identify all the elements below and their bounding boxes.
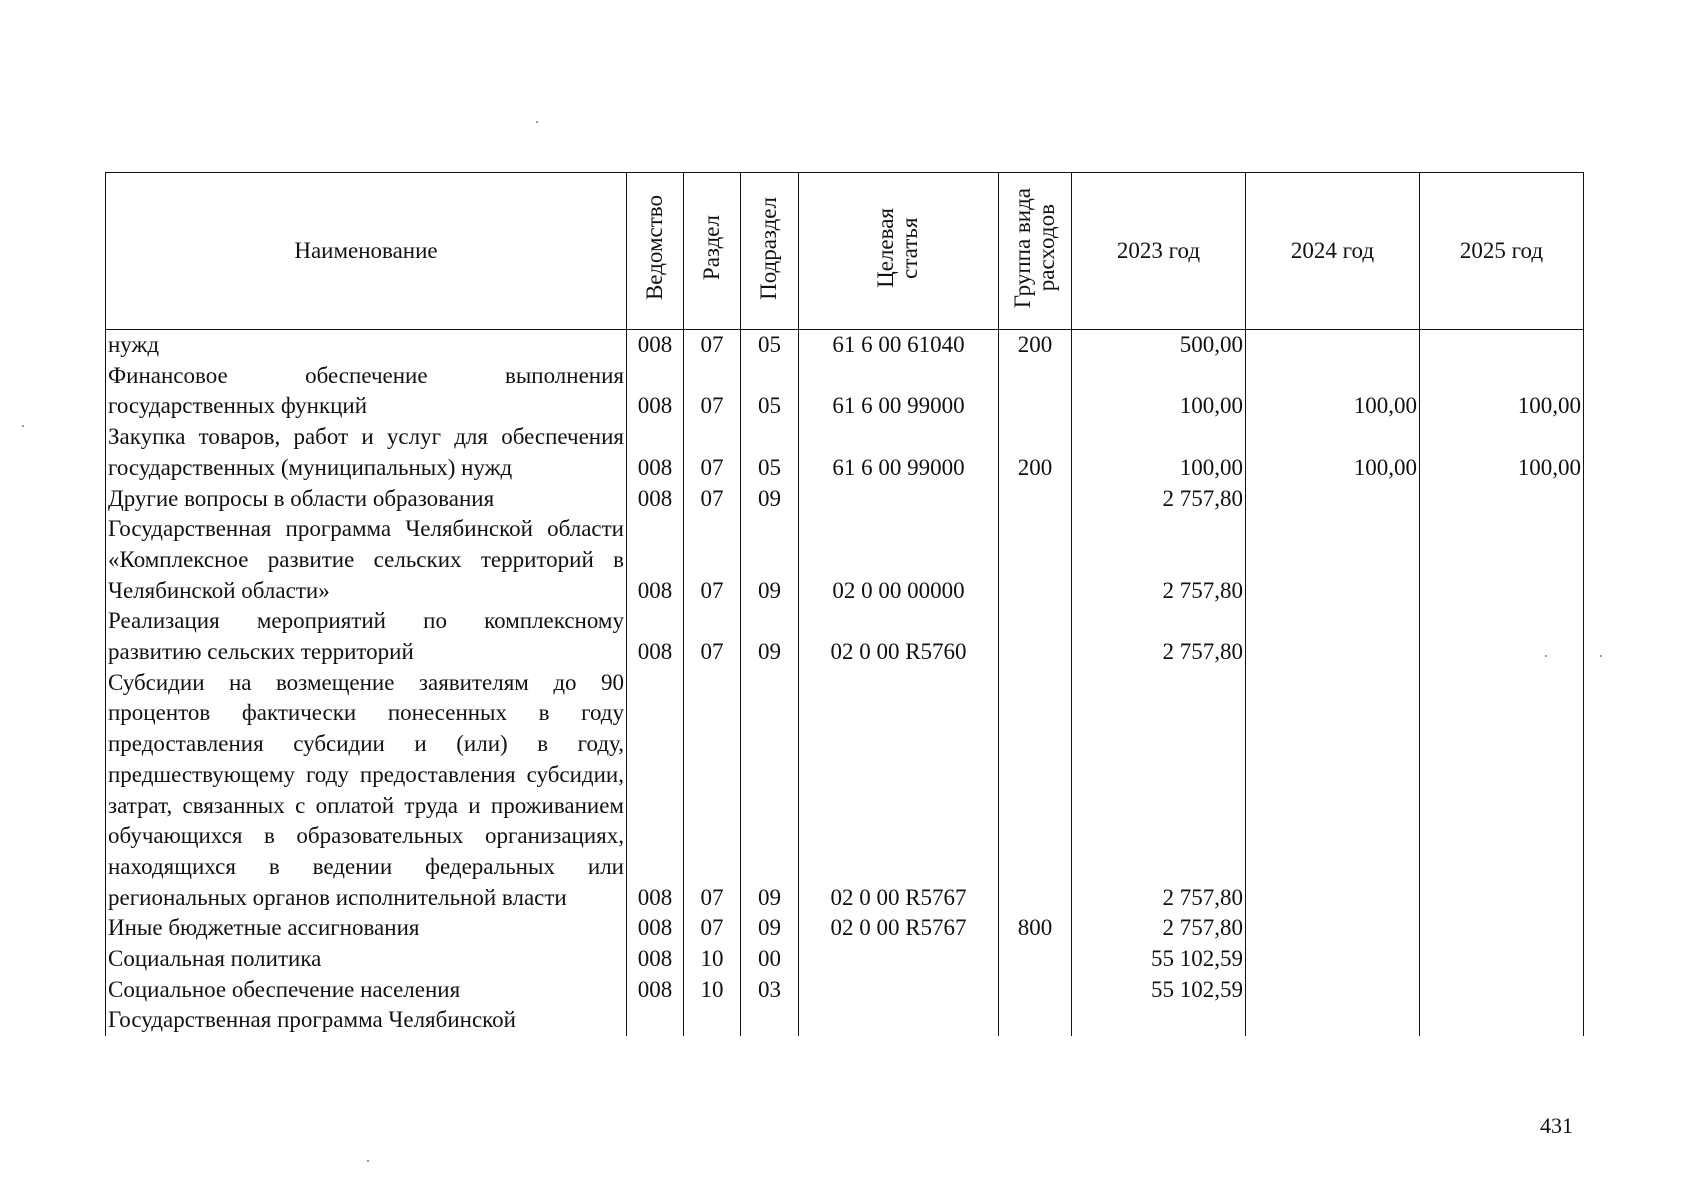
table-row: [106, 606, 1584, 667]
header-2023: 2023 год: [1072, 173, 1246, 330]
cell-podrazdel: 05: [741, 330, 799, 361]
cell-2023: 2 757,80: [1072, 606, 1246, 667]
cell-name: нужд: [106, 330, 627, 361]
cell-tselevaya-statya: 61 6 00 61040: [799, 330, 999, 361]
cell-tselevaya-statya: 02 0 00 R5767: [799, 913, 999, 944]
table-row: [106, 913, 1584, 944]
cell-2024: 100,00: [1246, 422, 1420, 483]
cell-gruppa-vida-rashodov: [999, 975, 1072, 1006]
cell-razdel: 07: [684, 514, 741, 606]
cell-gruppa-vida-rashodov: 200: [999, 330, 1072, 361]
table-row: [106, 668, 1584, 914]
cell-vedomstvo: 008: [627, 330, 684, 361]
cell-2023: 2 757,80: [1072, 514, 1246, 606]
scan-speck: [367, 1160, 369, 1162]
cell-vedomstvo: 008: [627, 668, 684, 914]
cell-2024: [1246, 913, 1420, 944]
cell-podrazdel: 09: [741, 668, 799, 914]
cell-name: Государственная программа Челябинской области «Комплексное развитие сельских территорий в Челябинской области»: [106, 514, 627, 606]
cell-2025: [1420, 668, 1584, 914]
table-row: [106, 484, 1584, 515]
cell-2025: [1420, 1005, 1584, 1036]
cell-gruppa-vida-rashodov: [999, 361, 1072, 422]
cell-tselevaya-statya: 02 0 00 R5767: [799, 668, 999, 914]
cell-tselevaya-statya: 61 6 00 99000: [799, 361, 999, 422]
table-header: [106, 173, 1584, 330]
cell-name: Другие вопросы в области образования: [106, 484, 627, 515]
table-body: [106, 330, 1584, 1037]
cell-name: Реализация мероприятий по комплексному развитию сельских территорий: [106, 606, 627, 667]
cell-name: Финансовое обеспечение выполнения государственных функций: [106, 361, 627, 422]
cell-podrazdel: 09: [741, 514, 799, 606]
cell-tselevaya-statya: 61 6 00 99000: [799, 422, 999, 483]
table-row: [106, 975, 1584, 1006]
cell-razdel: 07: [684, 484, 741, 515]
cell-podrazdel: 03: [741, 975, 799, 1006]
cell-vedomstvo: 008: [627, 514, 684, 606]
cell-vedomstvo: 008: [627, 606, 684, 667]
cell-tselevaya-statya: [799, 944, 999, 975]
table-row: [106, 422, 1584, 483]
cell-razdel: [684, 1005, 741, 1036]
cell-gruppa-vida-rashodov: [999, 944, 1072, 975]
cell-tselevaya-statya: 02 0 00 R5760: [799, 606, 999, 667]
cell-vedomstvo: [627, 1005, 684, 1036]
cell-podrazdel: 00: [741, 944, 799, 975]
cell-podrazdel: 05: [741, 422, 799, 483]
cell-2024: [1246, 944, 1420, 975]
cell-tselevaya-statya: [799, 484, 999, 515]
cell-gruppa-vida-rashodov: [999, 484, 1072, 515]
cell-vedomstvo: 008: [627, 913, 684, 944]
cell-2023: [1072, 1005, 1246, 1036]
cell-2024: [1246, 330, 1420, 361]
cell-podrazdel: 09: [741, 484, 799, 515]
cell-2025: 100,00: [1420, 422, 1584, 483]
cell-name: Государственная программа Челябинской: [106, 1005, 627, 1036]
header-podrazdel: Подраздел: [741, 173, 799, 330]
cell-vedomstvo: 008: [627, 944, 684, 975]
cell-name: Закупка товаров, работ и услуг для обеспечения государственных (муниципальных) нужд: [106, 422, 627, 483]
cell-tselevaya-statya: [799, 975, 999, 1006]
header-2024: 2024 год: [1246, 173, 1420, 330]
scan-speck: [536, 121, 538, 123]
cell-2023: 500,00: [1072, 330, 1246, 361]
cell-2024: [1246, 514, 1420, 606]
scan-speck: [22, 425, 24, 427]
cell-2025: [1420, 484, 1584, 515]
cell-vedomstvo: 008: [627, 422, 684, 483]
table-row: [106, 1005, 1584, 1036]
cell-name: Социальное обеспечение населения: [106, 975, 627, 1006]
cell-razdel: 10: [684, 975, 741, 1006]
table-row: [106, 330, 1584, 361]
cell-name: Субсидии на возмещение заявителям до 90 процентов фактически понесенных в году предоставления субсидии и (или) в году, предшествующему году предоставления субсидии, затрат, связанных с оплатой труда и проживанием обучающихся в образовательных организациях, находящихся в ведении федеральных или региональных органов исполнительной власти: [106, 668, 627, 914]
cell-razdel: 07: [684, 422, 741, 483]
cell-gruppa-vida-rashodov: [999, 606, 1072, 667]
cell-2025: [1420, 975, 1584, 1006]
page-number: 431: [1540, 1113, 1573, 1138]
cell-podrazdel: [741, 1005, 799, 1036]
cell-gruppa-vida-rashodov: 200: [999, 422, 1072, 483]
scan-speck: [1600, 655, 1602, 657]
cell-gruppa-vida-rashodov: [999, 668, 1072, 914]
cell-name: Социальная политика: [106, 944, 627, 975]
table-row: [106, 514, 1584, 606]
cell-razdel: 07: [684, 330, 741, 361]
cell-2024: [1246, 668, 1420, 914]
header-razdel: Раздел: [684, 173, 741, 330]
cell-2025: [1420, 606, 1584, 667]
cell-gruppa-vida-rashodov: [999, 514, 1072, 606]
cell-2023: 2 757,80: [1072, 913, 1246, 944]
header-tselevaya-statya: Целевая статья: [799, 173, 999, 330]
budget-table: [105, 172, 1584, 1036]
cell-2025: [1420, 514, 1584, 606]
cell-razdel: 10: [684, 944, 741, 975]
cell-2023: 2 757,80: [1072, 668, 1246, 914]
cell-name: Иные бюджетные ассигнования: [106, 913, 627, 944]
cell-2024: [1246, 606, 1420, 667]
cell-vedomstvo: 008: [627, 484, 684, 515]
cell-tselevaya-statya: 02 0 00 00000: [799, 514, 999, 606]
cell-2023: 55 102,59: [1072, 944, 1246, 975]
header-gruppa-vida-rashodov: Группа вида расходов: [999, 173, 1072, 330]
cell-tselevaya-statya: [799, 1005, 999, 1036]
header-vedomstvo: Ведомство: [627, 173, 684, 330]
cell-2024: [1246, 975, 1420, 1006]
cell-2025: [1420, 913, 1584, 944]
cell-podrazdel: 09: [741, 913, 799, 944]
cell-2025: [1420, 330, 1584, 361]
cell-2025: [1420, 944, 1584, 975]
cell-2025: 100,00: [1420, 361, 1584, 422]
cell-gruppa-vida-rashodov: 800: [999, 913, 1072, 944]
cell-podrazdel: 09: [741, 606, 799, 667]
cell-razdel: 07: [684, 668, 741, 914]
cell-razdel: 07: [684, 913, 741, 944]
header-name: Наименование: [106, 173, 627, 330]
cell-2023: 2 757,80: [1072, 484, 1246, 515]
cell-2024: [1246, 484, 1420, 515]
cell-2024: [1246, 1005, 1420, 1036]
cell-vedomstvo: 008: [627, 975, 684, 1006]
cell-2024: 100,00: [1246, 361, 1420, 422]
cell-2023: 100,00: [1072, 361, 1246, 422]
cell-2023: 100,00: [1072, 422, 1246, 483]
cell-vedomstvo: 008: [627, 361, 684, 422]
cell-razdel: 07: [684, 606, 741, 667]
header-2025: 2025 год: [1420, 173, 1584, 330]
cell-razdel: 07: [684, 361, 741, 422]
cell-podrazdel: 05: [741, 361, 799, 422]
table-row: [106, 361, 1584, 422]
cell-2023: 55 102,59: [1072, 975, 1246, 1006]
cell-gruppa-vida-rashodov: [999, 1005, 1072, 1036]
table-row: [106, 944, 1584, 975]
